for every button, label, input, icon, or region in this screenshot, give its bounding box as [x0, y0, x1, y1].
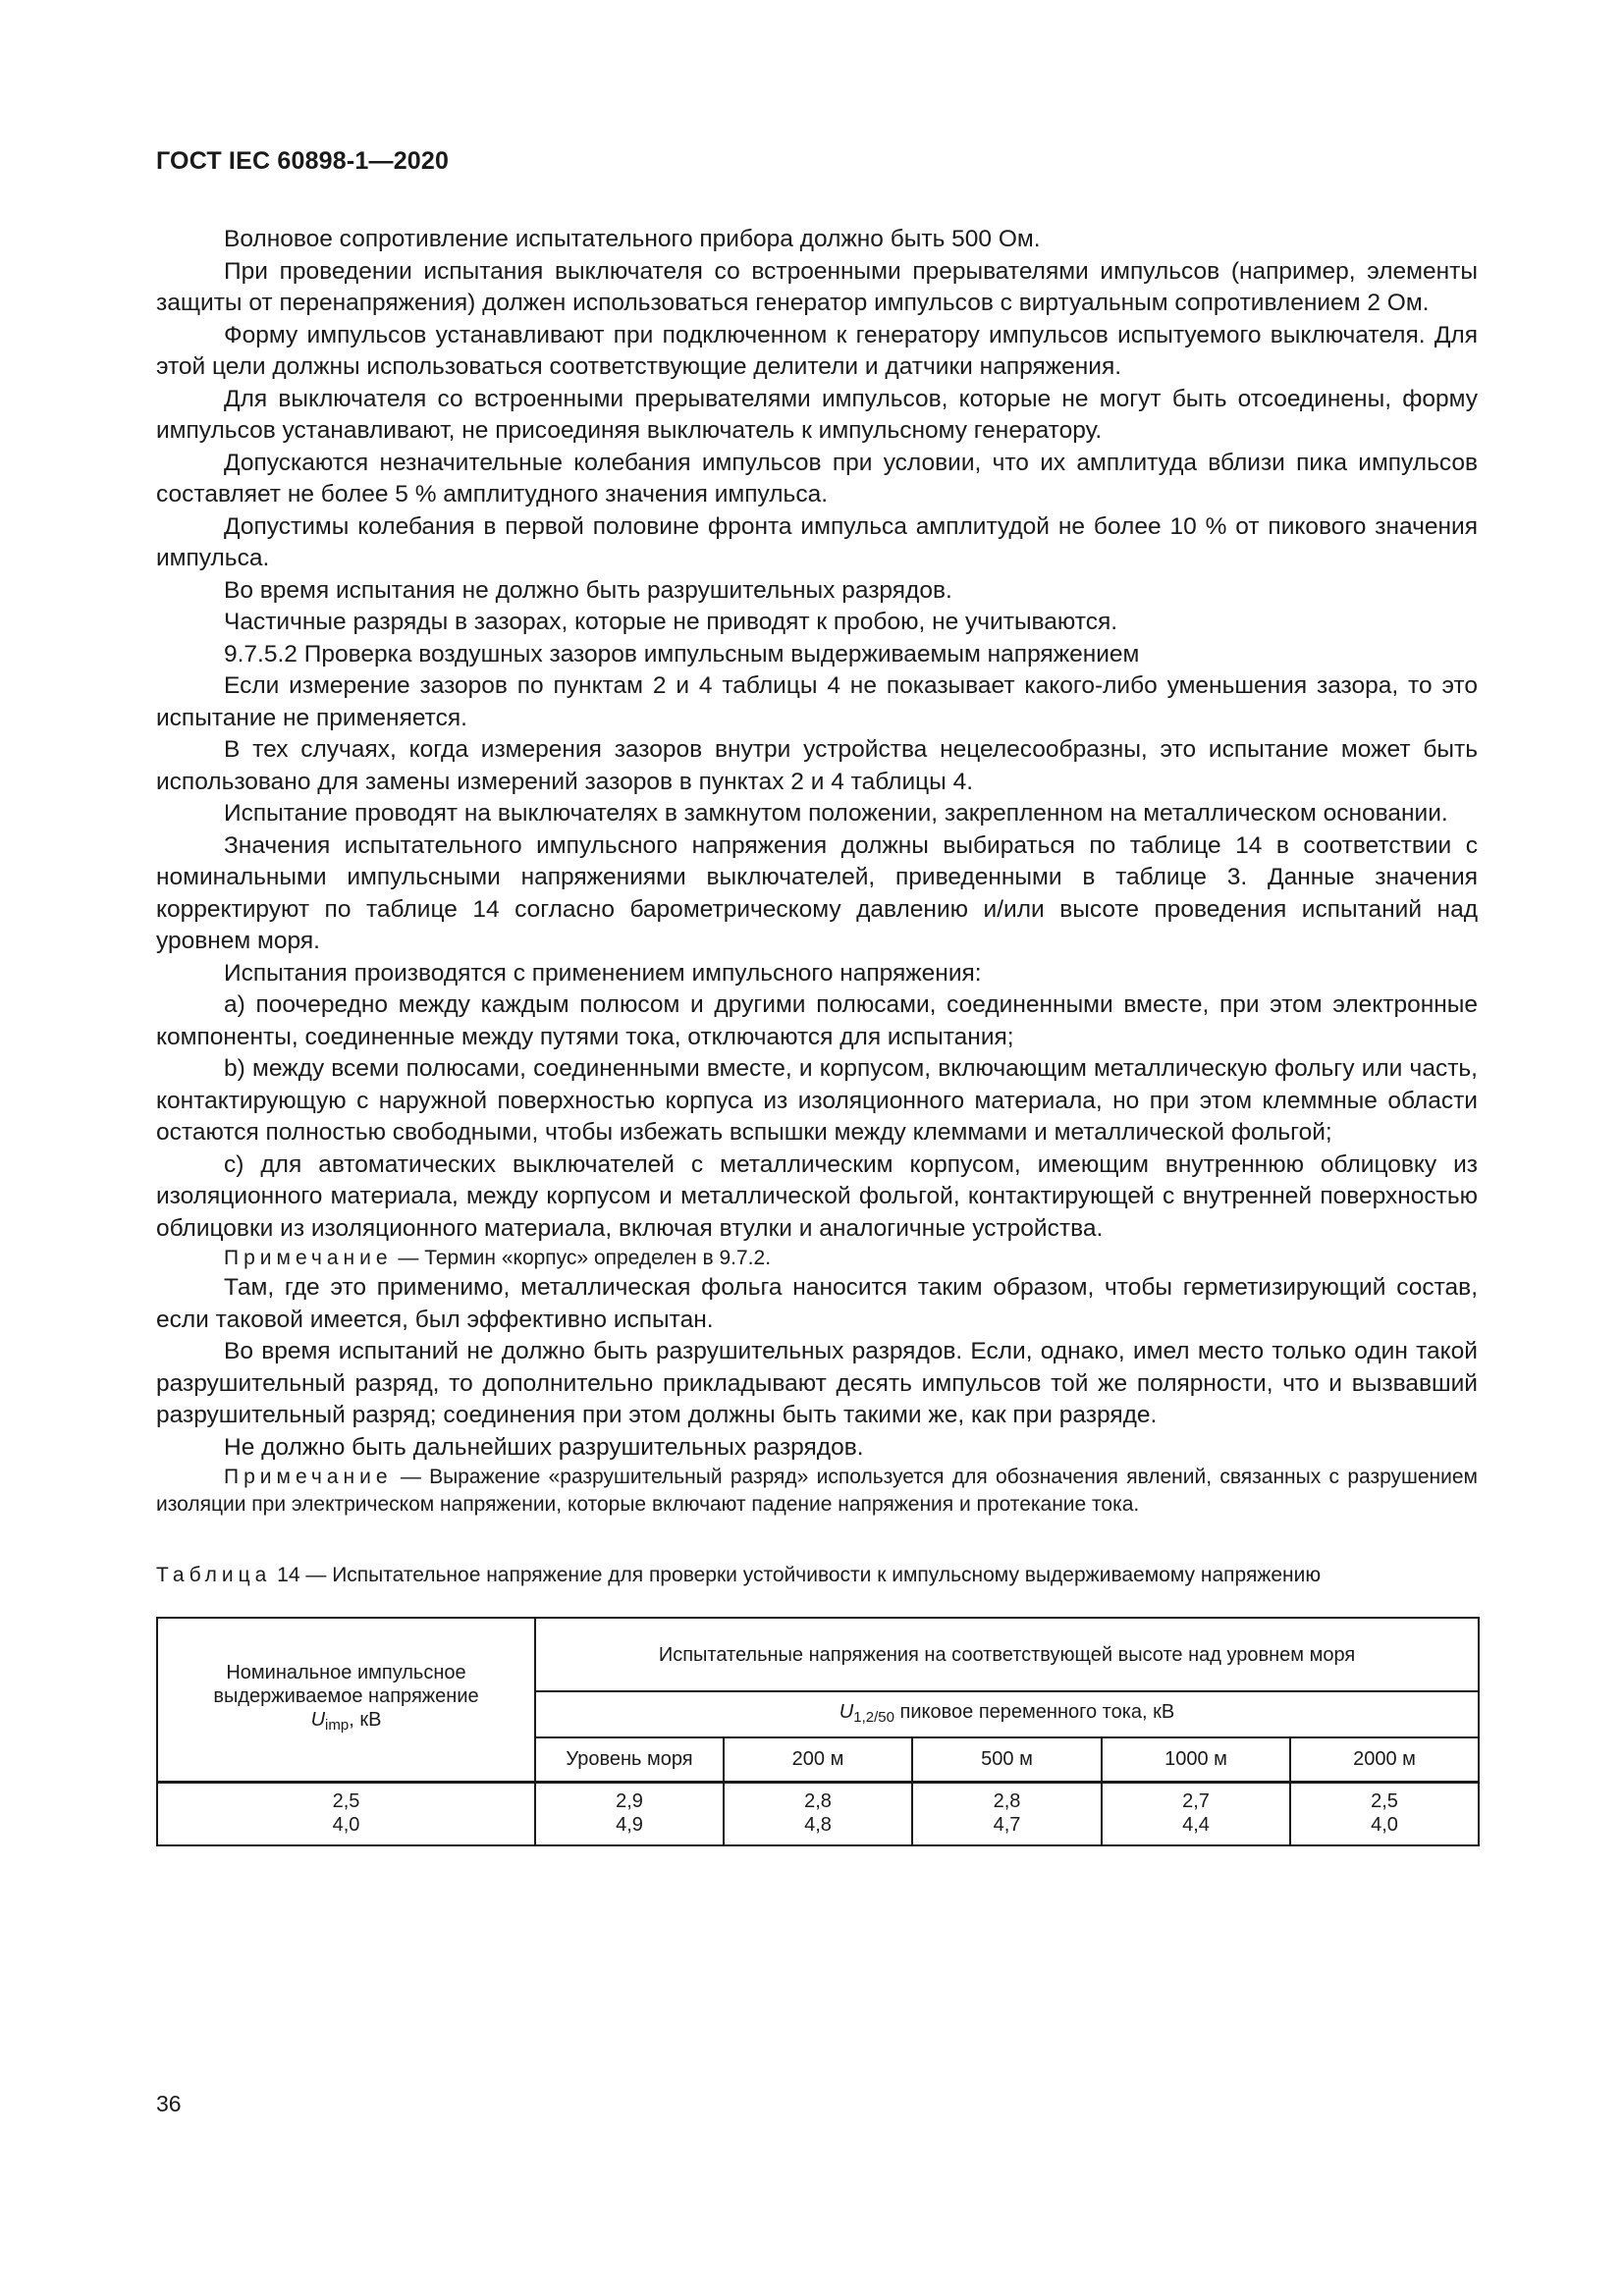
paragraph: Во время испытаний не должно быть разрушительных разрядов. Если, однако, имел место только один такой разрушительный разряд, то дополнительно прикладывают десять импульсов той же полярности, что и вызвавший разрушительный разряд; соединения при этом должны быть такими же, как при разряде. [156, 1338, 1478, 1428]
table-cell: 2,7 4,4 [1102, 1782, 1290, 1845]
note-2 [156, 1464, 1478, 1519]
table-header-row [157, 1618, 1479, 1691]
table-cell: 2,8 4,8 [724, 1782, 912, 1845]
test-voltage-table [156, 1617, 1480, 1846]
note-label: Примечание [224, 1466, 393, 1488]
page-content [156, 224, 1478, 1846]
table-cell: 2,5 4,0 [157, 1782, 535, 1845]
test-voltages-group-header: Испытательные напряжения на соответствующей высоте над уровнем моря [535, 1618, 1479, 1691]
altitude-header: 200 м [724, 1737, 912, 1782]
list-item-b: b) между всеми полюсами, соединенными вместе, и корпусом, включающим металлическую фольгу или часть, контактирующую с наружной поверхностью корпуса из изоляционного материала, но при этом клеммные области остаются полностью свободными, чтобы избежать вспышки между клеммами и металлической фольгой; [156, 1055, 1478, 1146]
document-header: ГОСТ IEC 60898-1—2020 [156, 147, 450, 175]
altitude-header: 500 м [912, 1737, 1102, 1782]
body-section-2 [156, 1272, 1478, 1464]
altitude-header: 2000 м [1290, 1737, 1479, 1782]
paragraph: Во время испытания не должно быть разрушительных разрядов. [224, 576, 952, 604]
paragraph: Волновое сопротивление испытательного прибора должно быть 500 Ом. [224, 226, 1041, 252]
table-cell: 2,9 4,9 [535, 1782, 724, 1845]
table-caption-label: Таблица [156, 1564, 272, 1586]
altitude-header: Уровень моря [535, 1737, 724, 1782]
page-number: 36 [156, 2091, 182, 2116]
paragraph: Испытания производятся с применением импульсного напряжения: [224, 959, 982, 987]
table-caption [156, 1562, 1478, 1589]
note-text: — Термин «корпус» определен в 9.7.2. [392, 1247, 772, 1269]
peak-voltage-subheader: $U_{1,2/50}$ пиковое переменного тока, кВ [535, 1691, 1479, 1737]
list-item-c: c) для автоматических выключателей с металлическим корпусом, имеющим внутреннюю облицовку из изоляционного материала, между корпусом и металлической фольгой, контактирующей с внутренней поверхностью облицовки из изоляционного материала, включая втулки и аналогичные устройства. [156, 1150, 1478, 1242]
note-1 [156, 1245, 1478, 1272]
paragraph: При проведении испытания выключателя со встроенными прерывателями импульсов (например, элементы защиты от перенапряжения) должен использоваться генератор импульсов с виртуальным сопротивлением 2 Ом. [156, 257, 1478, 316]
paragraph: В тех случаях, когда измерения зазоров внутри устройства нецелесообразны, это испытание может быть использовано для замены измерений зазоров в пунктах 2 и 4 таблицы 4. [156, 736, 1478, 795]
note-text: — Выражение «разрушительный разряд» используется для обозначения явлений, связанных с разрушением изоляции при электрическом напряжении, которые включают падение напряжения и протекание тока. [156, 1466, 1478, 1516]
paragraph: Частичные разряды в зазорах, которые не приводят к пробою, не учитываются. [224, 609, 1118, 635]
list-item-a: a) поочередно между каждым полюсом и другими полюсами, соединенными вместе, при этом электронные компоненты, соединенные между путями тока, отключаются для испытания; [156, 991, 1478, 1050]
paragraph: Допускаются незначительные колебания импульсов при условии, что их амплитуда вблизи пика импульсов составляет не более 5 % амплитудного значения импульса. [156, 449, 1478, 507]
paragraph: Значения испытательного импульсного напряжения должны выбираться по таблице 14 в соответствии с номинальными импульсными напряжениями выключателей, приведенными в таблице 3. Данные значения корректируют по таблице 14 согласно барометрическому давлению и/или высоте проведения испытаний над уровнем моря. [156, 831, 1478, 954]
altitude-header: 1000 м [1102, 1737, 1290, 1782]
paragraph: Допустимы колебания в первой половине фронта импульса амплитудой не более 10 % от пикового значения импульса. [156, 512, 1478, 571]
body-section-1 [156, 224, 1478, 1245]
table-caption-text: 14 — Испытательное напряжение для проверки устойчивости к импульсному выдерживаемому напряжению [271, 1564, 1322, 1586]
section-heading-9-7-5-2: 9.7.5.2 Проверка воздушных зазоров импульсным выдерживаемым напряжением [224, 640, 1140, 667]
paragraph: Не должно быть дальнейших разрушительных разрядов. [224, 1433, 864, 1461]
note-label: Примечание [224, 1247, 393, 1269]
paragraph: Для выключателя со встроенными прерывателями импульсов, которые не могут быть отсоединены, форму импульсов устанавливают, не присоединяя выключатель к импульсному генератору. [156, 385, 1478, 444]
table-cell: 2,5 4,0 [1290, 1782, 1479, 1845]
paragraph: Там, где это применимо, металлическая фольга наносится таким образом, чтобы герметизирующий состав, если таковой имеется, был эффективно испытан. [156, 1274, 1478, 1333]
table-cell: 2,8 4,7 [912, 1782, 1102, 1845]
paragraph: Форму импульсов устанавливают при подключенном к генератору импульсов испытуемого выключателя. Для этой цели должны использоваться соответствующие делители и датчики напряжения. [156, 321, 1478, 380]
paragraph: Если измерение зазоров по пунктам 2 и 4 таблицы 4 не показывает какого-либо уменьшения зазора, то это испытание не применяется. [156, 672, 1478, 731]
table-row [157, 1782, 1479, 1845]
paragraph: Испытание проводят на выключателях в замкнутом положении, закрепленном на металлическом основании. [224, 800, 1448, 827]
rated-impulse-voltage-header: Номинальное импульсное выдерживаемое напряжение $U_{imp}$, кВ [157, 1618, 535, 1782]
